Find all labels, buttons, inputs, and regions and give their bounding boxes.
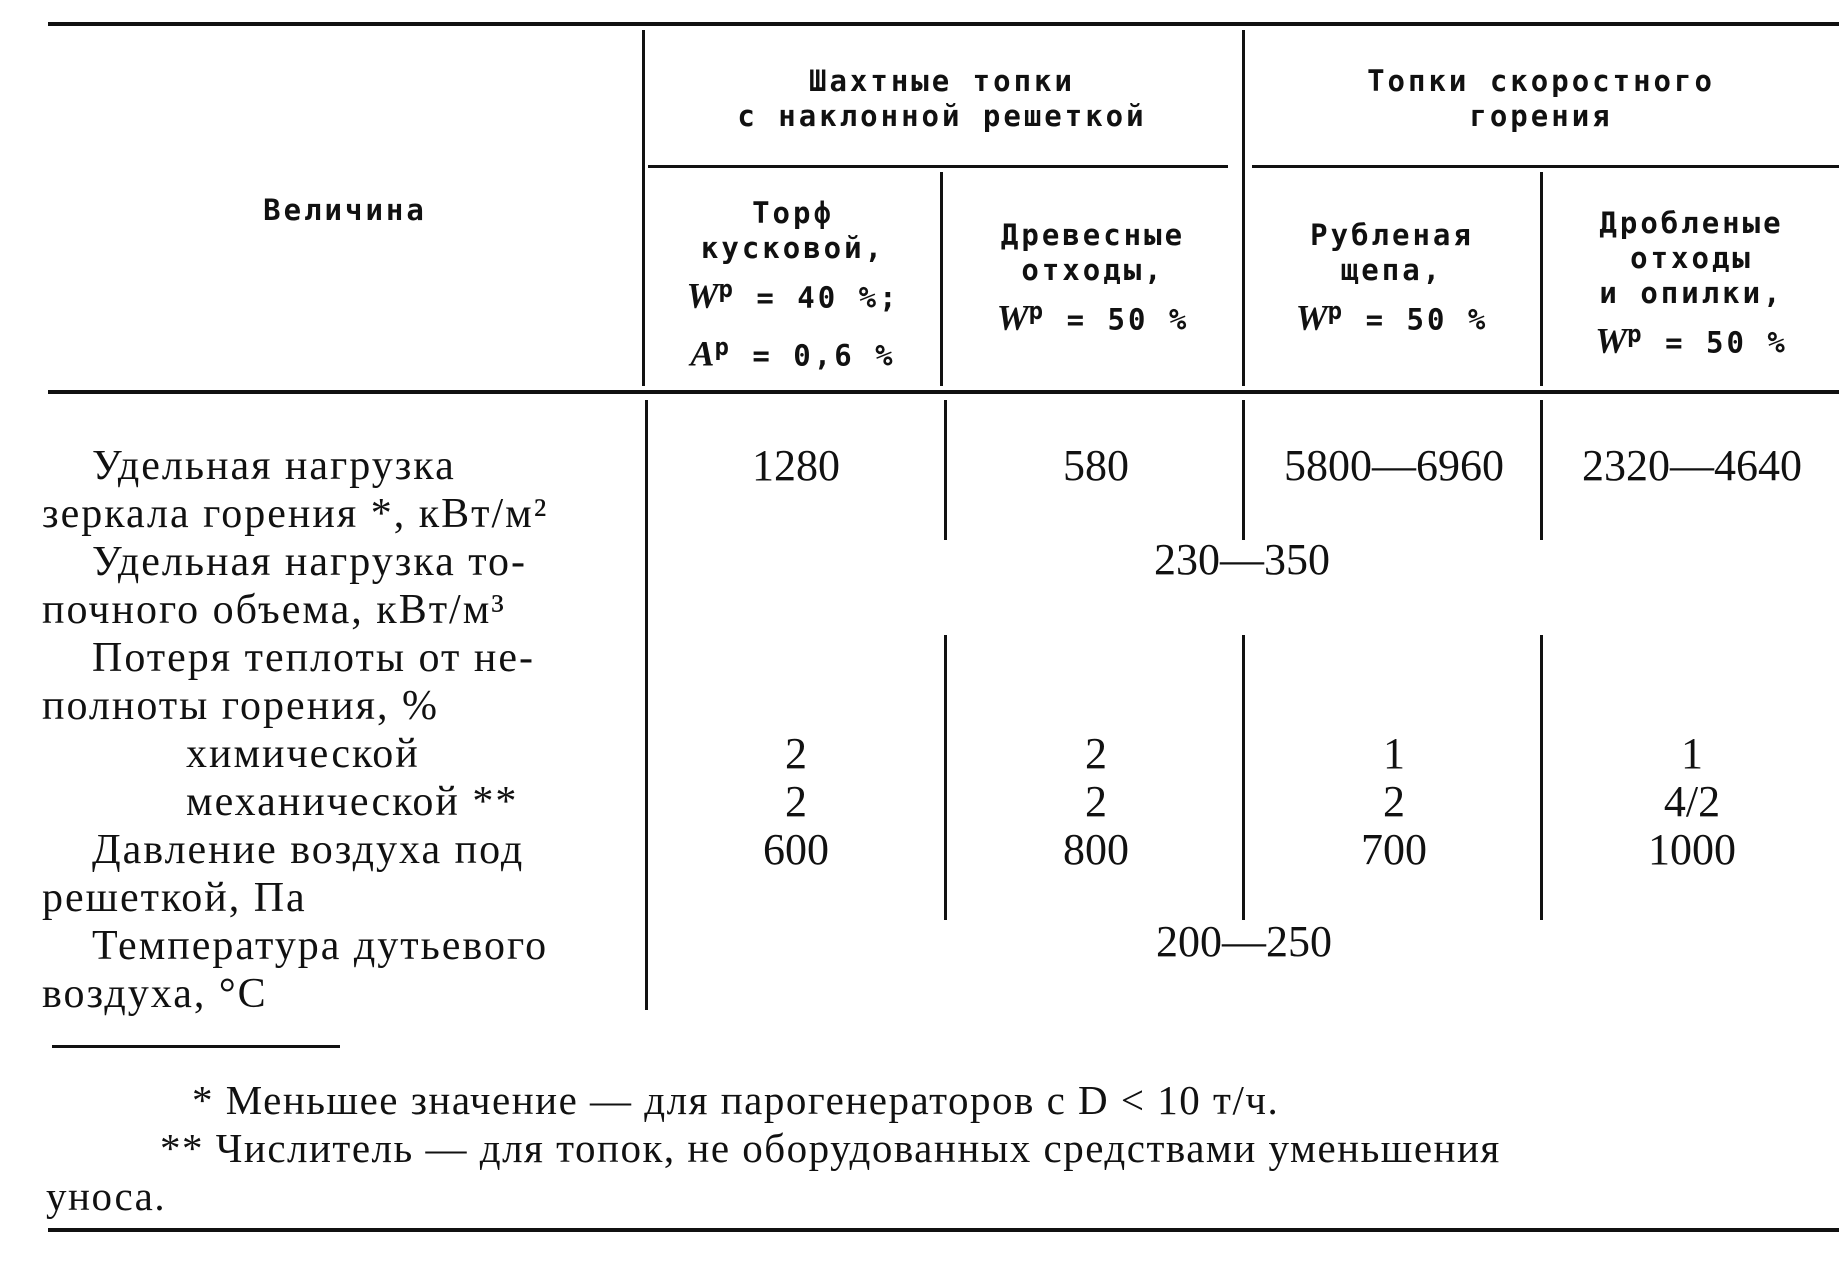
value-surface-load-wood: 580 — [1063, 441, 1129, 490]
value-air-pressure-wood: 800 — [1063, 825, 1129, 874]
label-air-pressure-1: Давление воздуха под — [92, 827, 525, 873]
value-surface-load-peat: 1280 — [752, 441, 840, 490]
body-vline-label — [645, 400, 648, 1010]
header-vline-3 — [1242, 30, 1245, 386]
value-air-pressure-peat: 600 — [763, 825, 829, 874]
header-vline-1 — [642, 30, 645, 386]
footnote-2-line2: уноса. — [46, 1173, 167, 1219]
header-col-chips: Рубленая щепа, $W^p = 50$ % — [1246, 218, 1538, 338]
value-volume-load-merged: 230—350 — [1154, 535, 1330, 584]
group-divider-rule-left — [648, 165, 1228, 168]
chips-moisture: $W^p = 50$ % — [1295, 297, 1489, 338]
label-air-temp-2: воздуха, °С — [42, 971, 268, 1017]
header-col-crushed: Дробленые отходы и опилки, $W^p = 50$ % — [1544, 206, 1839, 361]
label-volume-load-2: почного объема, кВт/м³ — [42, 587, 506, 633]
value-surface-load-chips: 5800—6960 — [1284, 441, 1504, 490]
header-quantity: Величина — [263, 193, 427, 227]
label-surface-load-1: Удельная нагрузка — [92, 443, 456, 489]
header-vline-2 — [940, 172, 943, 386]
header-col-wood: Древесные отходы, $W^p = 50$ % — [946, 218, 1240, 338]
header-group-shaft — [646, 64, 1238, 134]
footnote-2-line1: ** Числитель — для топок, не оборудованных средствами уменьшения — [160, 1125, 1501, 1171]
table-bottom-rule — [48, 1228, 1839, 1232]
label-air-temp-1: Температура дутьевого — [92, 923, 549, 969]
group-fast-line2: горения — [1469, 99, 1613, 133]
value-air-pressure-crushed: 1000 — [1648, 825, 1736, 874]
header-col-peat: Торф кусковой, $W^p = 40$ %; $A^p = 0,6$ % — [648, 196, 938, 373]
value-mechanical-chips: 2 — [1383, 777, 1405, 826]
peat-moisture: $W^p = 40$ %; — [686, 275, 900, 316]
value-mechanical-crushed: 4/2 — [1663, 777, 1721, 826]
value-air-pressure-chips: 700 — [1361, 825, 1427, 874]
value-surface-load-crushed: 2320—4640 — [1582, 441, 1802, 490]
value-chemical-chips: 1 — [1383, 729, 1405, 778]
header-group-fast — [1246, 64, 1836, 134]
label-mechanical: механической ** — [186, 779, 519, 825]
wood-moisture: $W^p = 50$ % — [996, 297, 1190, 338]
value-mechanical-wood: 2 — [1085, 777, 1107, 826]
group-divider-rule-right — [1252, 165, 1839, 168]
label-heat-loss-1: Потеря теплоты от не- — [92, 635, 535, 681]
header-vline-4 — [1540, 172, 1543, 386]
table-top-rule — [48, 22, 1839, 26]
value-chemical-peat: 2 — [785, 729, 807, 778]
value-chemical-wood: 2 — [1085, 729, 1107, 778]
label-volume-load-1: Удельная нагрузка то- — [92, 539, 527, 585]
label-air-pressure-2: решеткой, Па — [42, 875, 307, 921]
group-shaft-line2: с наклонной решеткой — [737, 99, 1147, 133]
footnote-1: * Меньшее значение — для парогенераторов с D < 10 т/ч. — [192, 1077, 1280, 1123]
footnote-separator — [52, 1045, 340, 1048]
value-mechanical-peat: 2 — [785, 777, 807, 826]
label-heat-loss-2: полноты горения, % — [42, 683, 439, 729]
value-air-temp-merged: 200—250 — [1156, 917, 1332, 966]
group-shaft-line1: Шахтные топки — [809, 64, 1075, 98]
peat-ash: $A^p = 0,6$ % — [690, 332, 896, 374]
label-chemical: химической — [186, 731, 420, 777]
value-chemical-crushed: 1 — [1681, 729, 1703, 778]
label-surface-load-2: зеркала горения *, кВт/м² — [42, 491, 549, 537]
group-fast-line1: Топки скоростного — [1367, 64, 1715, 98]
header-bottom-rule — [48, 390, 1839, 394]
crushed-moisture: $W^p = 50$ % — [1595, 320, 1788, 361]
